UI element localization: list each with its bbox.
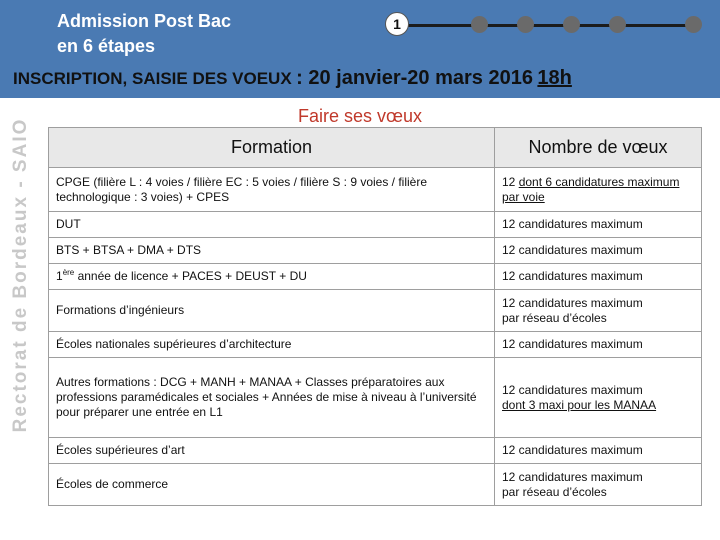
voeux-cell	[495, 168, 702, 212]
table-header-row	[49, 128, 702, 168]
formation-text-superscript: ère	[62, 268, 75, 277]
rectorat-watermark	[4, 105, 38, 445]
step-3-dot	[517, 16, 534, 33]
voeux-line-1: 12 candidatures maximum	[502, 382, 643, 397]
step-1-current: 1	[385, 12, 409, 36]
voeux-cell: 12 candidatures maximum	[495, 238, 702, 264]
formation-cell: BTS + BTSA + DMA + DTS	[49, 238, 495, 264]
table-row	[49, 238, 702, 264]
table-row	[49, 168, 702, 212]
voeux-cell: 12 candidatures maximum	[495, 264, 702, 290]
formation-cell: Écoles supérieures d’art	[49, 438, 495, 464]
voeux-line-1: 12 candidatures maximum	[502, 295, 643, 310]
formation-cell: Autres formations : DCG + MANH + MANAA + Classes préparatoires aux professions paramédicales et sociales + Années de mise à niveau à l’université pour préparer une entrée en L1	[49, 358, 495, 438]
table-row	[49, 290, 702, 332]
step-4-dot	[563, 16, 580, 33]
table-row	[49, 212, 702, 238]
formation-text: année de licence + PACES + DEUST + DU	[74, 269, 307, 283]
formations-table	[48, 127, 702, 506]
title-line-2: en 6 étapes	[57, 36, 156, 56]
voeux-line-1: 12 candidatures maximum	[502, 469, 643, 484]
voeux-line-2: dont 3 maxi pour les MANAA	[502, 397, 657, 412]
phase-heading	[13, 67, 572, 90]
step-2-dot	[471, 16, 488, 33]
formation-text-ordinal: 1	[56, 269, 63, 283]
table-row	[49, 332, 702, 358]
formation-cell: Écoles de commerce	[49, 464, 495, 506]
formation-cell: Formations d’ingénieurs	[49, 290, 495, 332]
voeux-cell: 12 candidatures maximum	[495, 438, 702, 464]
column-header-formation: Formation	[49, 128, 495, 168]
phase-dates: : 20 janvier-20 mars 2016	[296, 67, 533, 89]
table-row	[49, 358, 702, 438]
voeux-cell: 12 candidatures maximum	[495, 332, 702, 358]
voeux-detail: dont 6 candidatures maximum par voie	[502, 174, 680, 204]
section-title: Faire ses vœux	[297, 106, 423, 126]
table-row	[49, 464, 702, 506]
step-6-dot	[685, 16, 702, 33]
phase-label: INSCRIPTION, SAISIE DES VOEUX	[13, 69, 292, 88]
formation-cell	[49, 264, 495, 290]
phase-time: 18h	[537, 67, 572, 89]
voeux-cell	[495, 290, 702, 332]
voeux-cell: 12 candidatures maximum	[495, 212, 702, 238]
table-row	[49, 264, 702, 290]
voeux-cell	[495, 464, 702, 506]
voeux-cell	[495, 358, 702, 438]
column-header-voeux: Nombre de vœux	[495, 128, 702, 168]
title-line-1: Admission Post Bac	[57, 11, 232, 31]
step-line	[393, 24, 699, 27]
table-row	[49, 438, 702, 464]
voeux-number: 12	[502, 174, 516, 189]
step-5-dot	[609, 16, 626, 33]
formation-cell: CPGE (filière L : 4 voies / filière EC : 5 voies / filière S : 9 voies / filière technologique : 3 voies) + CPES	[49, 168, 495, 212]
step-progress	[385, 12, 707, 38]
rectorat-watermark-text: Rectorat de Bordeaux - SAIO	[10, 117, 31, 433]
formation-cell: Écoles nationales supérieures d’architecture	[49, 332, 495, 358]
page-title	[57, 9, 231, 59]
voeux-line-2: par réseau d’écoles	[502, 484, 607, 499]
voeux-line-2: par réseau d’écoles	[502, 310, 607, 325]
formation-cell: DUT	[49, 212, 495, 238]
